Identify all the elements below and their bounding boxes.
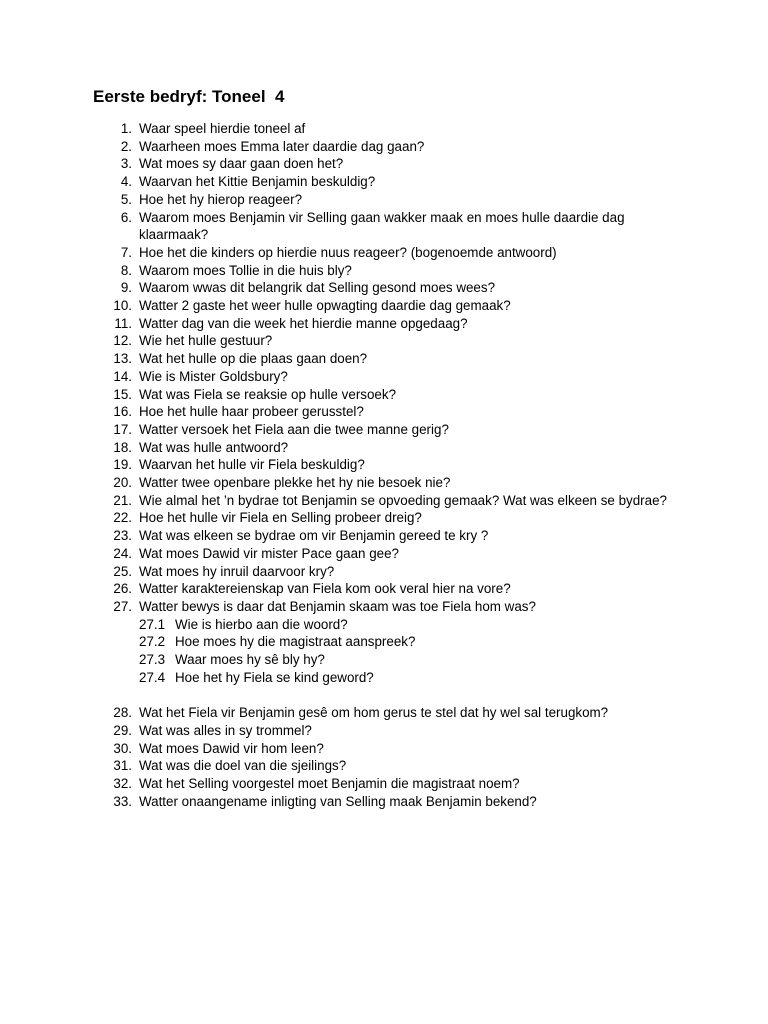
question-item: [108, 775, 668, 793]
question-item-text: Wat moes Dawid vir mister Pace gaan gee?: [139, 545, 399, 561]
question-list: [108, 120, 668, 810]
question-item-text: Hoe het hy hierop reageer?: [139, 191, 303, 207]
question-item-number: 3.: [120, 156, 132, 172]
question-item-number: 9.: [120, 280, 132, 296]
question-item-number: 19.: [113, 457, 132, 473]
question-item-number: 21.: [113, 492, 132, 508]
sub-question-item: [108, 633, 668, 651]
question-item-number: 23.: [113, 528, 132, 544]
question-item-text: Wat moes sy daar gaan doen het?: [139, 156, 344, 172]
question-item: [108, 598, 668, 616]
question-item-number: 26.: [113, 581, 132, 597]
sub-question-item-number: 27.1: [139, 616, 166, 632]
question-item-number: 4.: [120, 174, 132, 190]
question-item: [108, 456, 668, 474]
question-item-text: Waarheen moes Emma later daardie dag gaan?: [139, 138, 425, 154]
sub-question-item-text: Hoe het hy Fiela se kind geword?: [175, 669, 374, 685]
sub-question-item-number: 27.4: [139, 669, 166, 685]
sub-question-group: [108, 616, 668, 687]
question-group-final: [108, 704, 668, 810]
question-item: [108, 527, 668, 545]
question-item: [108, 262, 668, 280]
sub-question-item: [108, 651, 668, 669]
question-item-text: Wie het hulle gestuur?: [139, 333, 273, 349]
question-item-text: Watter onaangename inligting van Selling maak Benjamin bekend?: [139, 793, 537, 809]
question-group-main: [108, 120, 668, 616]
question-item-text: Waarvan het Kittie Benjamin beskuldig?: [139, 174, 376, 190]
question-item-number: 25.: [113, 563, 132, 579]
question-item-text: Watter karaktereienskap van Fiela kom ook veral hier na vore?: [139, 581, 511, 597]
question-item-number: 29.: [113, 722, 132, 738]
question-item-number: 5.: [120, 191, 132, 207]
question-item-text: Wat was die doel van die sjeilings?: [139, 758, 347, 774]
question-item-text: Wat het hulle op die plaas gaan doen?: [139, 351, 368, 367]
question-item-text: Hoe het die kinders op hierdie nuus reageer? (bogenoemde antwoord): [139, 244, 557, 260]
question-item: [108, 279, 668, 297]
question-item-number: 11.: [114, 315, 132, 331]
question-item: [108, 545, 668, 563]
document-title: Eerste bedryf: Toneel 4: [93, 87, 285, 106]
question-item-number: 27.: [113, 598, 132, 614]
question-item-text: Waar speel hierdie toneel af: [139, 121, 306, 136]
sub-question-item-number: 27.2: [139, 634, 166, 650]
question-item: [108, 138, 668, 156]
question-item: [108, 492, 668, 510]
question-item-text: Wat was elkeen se bydrae om vir Benjamin gereed te kry ?: [139, 528, 489, 544]
question-item: [108, 793, 668, 811]
sub-question-item-text: Wie is hierbo aan die woord?: [175, 616, 348, 632]
question-item-number: 12.: [113, 333, 132, 349]
question-item-number: 17.: [113, 421, 132, 437]
question-item-text: Wat het Fiela vir Benjamin gesê om hom gerus te stel dat hy wel sal terugkom?: [139, 705, 609, 721]
question-item: [108, 563, 668, 581]
sub-question-item: [108, 616, 668, 634]
question-item: [108, 439, 668, 457]
question-item-number: 18.: [113, 439, 132, 455]
question-item: [108, 421, 668, 439]
question-item-number: 24.: [113, 545, 132, 561]
question-item-number: 2.: [120, 138, 132, 154]
question-item-number: 20.: [113, 475, 132, 491]
question-item: [108, 332, 668, 350]
question-item-text: Watter twee openbare plekke het hy nie besoek nie?: [139, 475, 451, 491]
question-item-number: 31.: [113, 758, 132, 774]
question-item-text: Watter dag van die week het hierdie manne opgedaag?: [139, 315, 468, 331]
question-item: [108, 315, 668, 333]
question-item-text: Watter versoek het Fiela aan die twee manne gerig?: [139, 421, 449, 437]
question-item-text: Wat het Selling voorgestel moet Benjamin die magistraat noem?: [139, 776, 520, 791]
question-item-number: 8.: [120, 262, 132, 278]
question-item-number: 33.: [113, 793, 132, 809]
question-item: [108, 580, 668, 598]
question-item-text: Watter bewys is daar dat Benjamin skaam was toe Fiela hom was?: [139, 598, 536, 614]
question-item-text: Watter 2 gaste het weer hulle opwagting daardie dag gemaak?: [139, 298, 511, 314]
question-item: [108, 757, 668, 775]
question-item: [108, 209, 668, 244]
question-item: [108, 191, 668, 209]
sub-question-item: [108, 669, 668, 687]
question-item-number: 16.: [113, 404, 132, 420]
question-item-number: 14.: [113, 368, 132, 384]
question-item: [108, 474, 668, 492]
question-item: [108, 244, 668, 262]
question-item: [108, 722, 668, 740]
question-item-text: Wie is Mister Goldsbury?: [139, 368, 288, 384]
question-item-text: Wat moes hy inruil daarvoor kry?: [139, 563, 335, 579]
question-item-number: 32.: [113, 776, 132, 791]
question-item: [108, 704, 668, 722]
question-item-text: Wat was alles in sy trommel?: [139, 722, 312, 738]
question-item-number: 15.: [113, 386, 132, 402]
question-item-number: 1.: [120, 121, 132, 136]
sub-question-item-text: Hoe moes hy die magistraat aanspreek?: [175, 634, 416, 650]
question-item-text: Waarom moes Tollie in die huis bly?: [139, 262, 352, 278]
question-item: [108, 368, 668, 386]
question-item-text: Hoe het hulle haar probeer gerusstel?: [139, 404, 364, 420]
question-item-number: 22.: [113, 510, 132, 526]
question-item-text: Hoe het hulle vir Fiela en Selling probeer dreig?: [139, 510, 422, 526]
question-item: [108, 350, 668, 368]
question-item: [108, 740, 668, 758]
question-item: [108, 386, 668, 404]
question-item-number: 28.: [113, 705, 132, 721]
question-item-number: 13.: [113, 351, 132, 367]
question-item-text: Wie almal het ’n bydrae tot Benjamin se opvoeding gemaak? Wat was elkeen se bydrae?: [139, 492, 667, 508]
question-item-text: Wat moes Dawid vir hom leen?: [139, 740, 324, 756]
question-item: [108, 155, 668, 173]
question-item-number: 7.: [120, 244, 132, 260]
question-item: [108, 173, 668, 191]
question-item: [108, 509, 668, 527]
question-item-text: Waarvan het hulle vir Fiela beskuldig?: [139, 457, 365, 473]
question-item-text: Waarom wwas dit belangrik dat Selling gesond moes wees?: [139, 280, 496, 296]
question-item-text: Wat was Fiela se reaksie op hulle versoek?: [139, 386, 397, 402]
question-item-text: Waarom moes Benjamin vir Selling gaan wakker maak en moes hulle daardie dag klaarmaak?: [139, 209, 625, 243]
question-item-number: 30.: [113, 740, 132, 756]
sub-question-item-number: 27.3: [139, 652, 166, 668]
question-item-number: 6.: [120, 209, 132, 225]
question-item: [108, 120, 668, 138]
sub-question-item-text: Waar moes hy sê bly hy?: [175, 652, 325, 668]
question-item-text: Wat was hulle antwoord?: [139, 439, 289, 455]
question-item: [108, 403, 668, 421]
question-item-number: 10.: [113, 298, 132, 314]
blank-line: [108, 687, 668, 705]
question-item: [108, 297, 668, 315]
